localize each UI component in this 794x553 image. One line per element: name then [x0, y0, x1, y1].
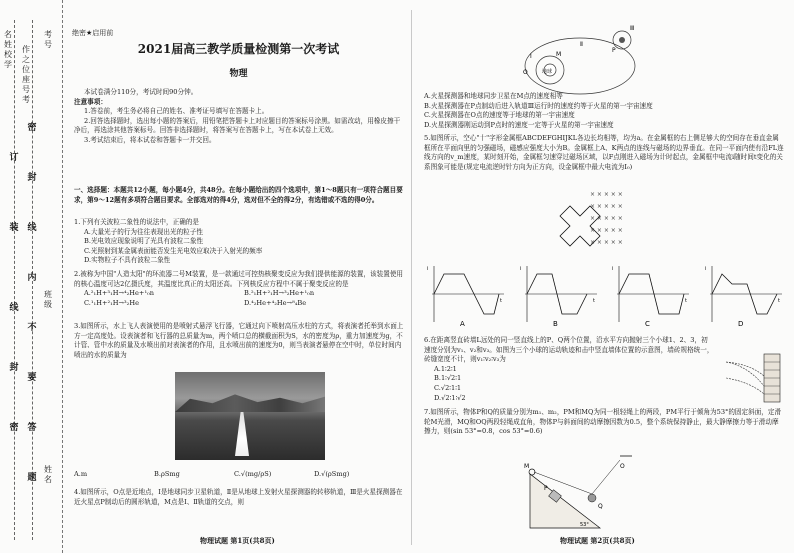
svg-text:M: M: [524, 463, 530, 470]
q1-option-b: B.光电效应现象说明了光具有波粒二象性: [84, 237, 204, 246]
incline-figure: [520, 454, 640, 532]
graph-label-c: C: [645, 320, 651, 326]
question-1: [74, 218, 404, 266]
seal-char: 封: [27, 173, 37, 183]
binding-strip: [0, 0, 63, 553]
svg-text:Q: Q: [598, 503, 603, 510]
photo-mountains: [175, 390, 325, 412]
q1-stem: 1.下列有关波粒二象性的说法中，正确的是: [74, 218, 199, 226]
q1-option-c: C.光照射到某金属表面能否发生光电效应取决于入射光的频率: [84, 246, 263, 255]
svg-text:t: t: [777, 298, 780, 304]
svg-text:i: i: [704, 266, 707, 272]
q5-graph-b: [517, 262, 599, 326]
seal-mark: 封: [9, 363, 19, 373]
svg-text:t: t: [500, 298, 502, 304]
graph-label-a: A: [460, 320, 465, 326]
q6-option-a: A.1∶2∶1: [434, 364, 457, 373]
q5-graph-a: [424, 262, 506, 326]
q1-option-a: A.大量光子的行为往往表现出光的粒子性: [84, 227, 203, 236]
svg-text:t: t: [592, 298, 595, 304]
photo-water-jet: [235, 412, 249, 456]
secret-tag: 绝密★启用前: [72, 29, 114, 37]
magnetic-field: [590, 191, 623, 246]
q4-option-a: A.火星探测器和地球同步卫星在M点的速度相等: [424, 92, 563, 100]
q4-option-b: B.火星探测器在P点制动后进入轨道Ⅲ运行时的速度约等于火星的第一宇宙速度: [424, 101, 653, 110]
q3-option-c: C.√(mg/ρS): [234, 470, 272, 478]
q6-option-b: B.1∶√2∶1: [434, 374, 462, 383]
notes-item: 1.答卷前，考生务必将自己的姓名、准考证号填写在答题卡上。: [84, 107, 269, 116]
svg-text:O: O: [620, 463, 625, 470]
q1-option-d: D.实物粒子不具有波粒二象性: [84, 256, 171, 265]
svg-text:× × × × ×: × × × × ×: [590, 203, 623, 210]
seal-char: 题: [27, 473, 37, 483]
svg-text:i: i: [427, 266, 429, 272]
strip-line: [14, 20, 15, 540]
q3-option-a: A.m: [74, 470, 88, 478]
strip-field-kaohao: 考 号: [44, 30, 52, 49]
footer-right: 物理试题 第2页(共8页): [560, 536, 635, 545]
orbit-label: P: [612, 47, 616, 54]
exam-title: 2021届高三教学质量检测第一次考试: [137, 42, 340, 56]
section1-heading: 一、选择题：本题共12小题，每小题4分，共48分。在每小题给出的四个选项中，第1～8题只有一项符合题目要求，第9～12题有多项符合题目要求。全部选对的得4分，选对但不全的得2分，有选错或不选的得0分。: [74, 186, 403, 204]
q4-option-d: D.火星探测器刚运动到P点时的速度一定等于火星的第一宇宙速度: [424, 120, 614, 129]
svg-text:× × × × ×: × × × × ×: [590, 227, 623, 234]
question-7: [424, 408, 784, 437]
svg-text:P: P: [544, 485, 548, 492]
svg-text:× × × × ×: × × × × ×: [590, 239, 623, 246]
exam-subject: 物理: [229, 69, 248, 79]
question-4: [74, 488, 404, 507]
mars: [619, 37, 625, 43]
q3-option-d: D.√(ρSmg): [314, 470, 350, 478]
orbit-label: M: [556, 51, 562, 58]
graph-label-d: D: [737, 320, 744, 326]
notes-header: 注意事项：: [74, 97, 107, 106]
hoverboard-photo: [175, 372, 325, 460]
q7-stem: 7.如图所示，物体P和Q的质量分别为m₁、m₂，PM和MQ为同一根轻绳上的两段，PM平行于倾角为53°的固定斜面，定滑轮M光滑，MQ和OQ两段轻绳成直角，物体P与斜面间的动摩擦因数为0.5，整个系统保持静止，最大静摩擦力等于滑动摩擦力，则(sin 53°=0.8，cos 53°=0.6): [424, 408, 782, 436]
notes-item: 3.考试结束后，将本试卷和答题卡一并交回。: [84, 135, 216, 144]
question-2: [74, 270, 404, 308]
q5-graph-c: [609, 262, 691, 326]
svg-text:i: i: [519, 266, 522, 272]
q5-graph-d: [702, 262, 784, 326]
strip-col-text: 名 姓 校 学: [4, 30, 12, 69]
strip-col-text: 作 之 位 座 号 考: [22, 45, 30, 104]
strip-field-xingming: 姓 名: [44, 465, 52, 484]
q5-graphs: [424, 262, 784, 332]
brick-wall-figure: [720, 352, 782, 404]
q2-stem: 2.被称为中国"人造太阳"的环流器二号M装置，是一款通过可控热核聚变反应为我们提供能源的装置，该装置使用的核心温度可达2亿摄氏度，其温度比真正的太阳还高。下列核反应方程中不属于聚变反应的是: [74, 270, 404, 288]
q2-option-c: C.¹₁H+²₁H→³₂He: [84, 298, 139, 307]
seal-mark: 密: [9, 423, 19, 433]
q2-option-d: D.⁴₂He+⁴₂He→⁸₄Be: [244, 298, 307, 307]
seal-char: 线: [27, 223, 37, 233]
seal-mark: 线: [9, 303, 19, 313]
q6-option-d: D.√2∶1∶√2: [434, 393, 466, 402]
orbit-label: Ⅲ: [630, 25, 635, 32]
q4-stem: 4.如图所示，O点是近地点，Ⅰ是地球同步卫星轨道，Ⅱ是从地球上发射火星探测器的转移轨道，Ⅲ是火星探测器在近火星点P制动后的圆形轨道，M点是Ⅰ、Ⅱ轨道的交点，则: [74, 488, 403, 506]
svg-text:i: i: [612, 266, 614, 272]
notes-block: [74, 88, 404, 146]
seal-char: 要: [27, 373, 37, 383]
orbit-label: O: [523, 69, 528, 76]
notes-intro: 本试卷满分110分，考试时间90分钟。: [84, 88, 198, 96]
graph-label-b: B: [552, 320, 558, 326]
svg-text:53°: 53°: [580, 522, 589, 528]
question-6: [424, 336, 714, 403]
seal-mark: 装: [9, 223, 19, 233]
question-3: [74, 322, 404, 360]
cross-frame-figure: [540, 186, 640, 256]
q5-stem: 5.如图所示，空心"十"字形金属框ABCDEFGHIJKL各边长均相等，均为a。在金属框的右上侧足够大的空间存在垂直金属框所在平面向里的匀强磁场，磁感应强度大小为B。金属框上A、K两点的连线与磁场的边界垂直。在同一平面内使有沿FL连线方向的v_m速度，某时刻开始，金属框匀速穿过磁场区域，以F点刚进入磁场为计时起点，金属框中电流i随时间t变化的关系图象可能是(规定电流逆时针方向为正方向，设金属框中最大电流为I₀): [424, 134, 784, 171]
q6-option-c: C.√2∶1∶1: [434, 383, 462, 392]
orbit-label: Ⅱ: [580, 41, 583, 48]
orbit-label: 地球: [542, 69, 553, 75]
q2-option-b: B.²₁H+²₁H→³₂He+¹₀n: [244, 289, 315, 298]
seal-char: 内: [27, 273, 37, 283]
notes-item: 2.回答选择题时，选出每小题的答案后，用铅笔把答题卡上对应题目的答案标号涂黑。如需改动，用橡皮擦干净后，再选涂其他答案标号。回答非选择题时，将答案写在答题卡上，写在本试卷上无效。: [74, 116, 401, 135]
orbit-label: Ⅰ: [530, 53, 532, 60]
question-5: [424, 134, 784, 172]
q3-option-b: B.ρSmg: [154, 470, 180, 478]
svg-text:× × × × ×: × × × × ×: [590, 191, 623, 198]
orbit-figure: [520, 18, 640, 98]
svg-text:t: t: [685, 298, 688, 304]
seal-char: 不: [27, 323, 37, 333]
q2-option-a: A.²₁H+³₁H→⁴₂He+¹₀n: [84, 289, 154, 298]
q4-options: [424, 92, 784, 130]
strip-field-banji: 班 级: [44, 290, 52, 309]
column-divider: [411, 10, 412, 545]
seal-char: 答: [27, 423, 37, 433]
q3-options: [74, 470, 404, 480]
svg-text:× × × × ×: × × × × ×: [590, 215, 623, 222]
seal-mark: 订: [9, 153, 19, 163]
footer-left: 物理试题 第1页(共8页): [200, 536, 275, 545]
q6-stem: 6.在距离竖直砖墙L远处的同一竖直线上的P、Q两个位置，沿水平方向抛射三个小球1、2、3，初速度分别为v₁、v₂和v₃。如图为三个小球的运动轨迹和击中竖直墙体位置的示意图，墙砖规格统一，砖缝宽度不计，则v₁∶v₂∶v₃为: [424, 336, 714, 364]
q4-option-c: C.火星探测器在O点的速度等于地球的第一宇宙速度: [424, 111, 575, 120]
q3-stem: 3.如图所示，水上飞人表演使用的是喷射式悬浮飞行器，它通过向下喷射高压水柱的方式，将表演者托举到水面上方一定高度处。设表演者和飞行器的总质量为m，两个喷口总的横截面积为S，水的密度为ρ，重力加速度为g，不计管、管中水的质量及水喷出前对表演者的作用，且水喷出前的速度为0，则当表演者悬停在空中时，单位时间内喷出的水的质量为: [74, 322, 404, 359]
seal-char: 密: [27, 123, 37, 133]
